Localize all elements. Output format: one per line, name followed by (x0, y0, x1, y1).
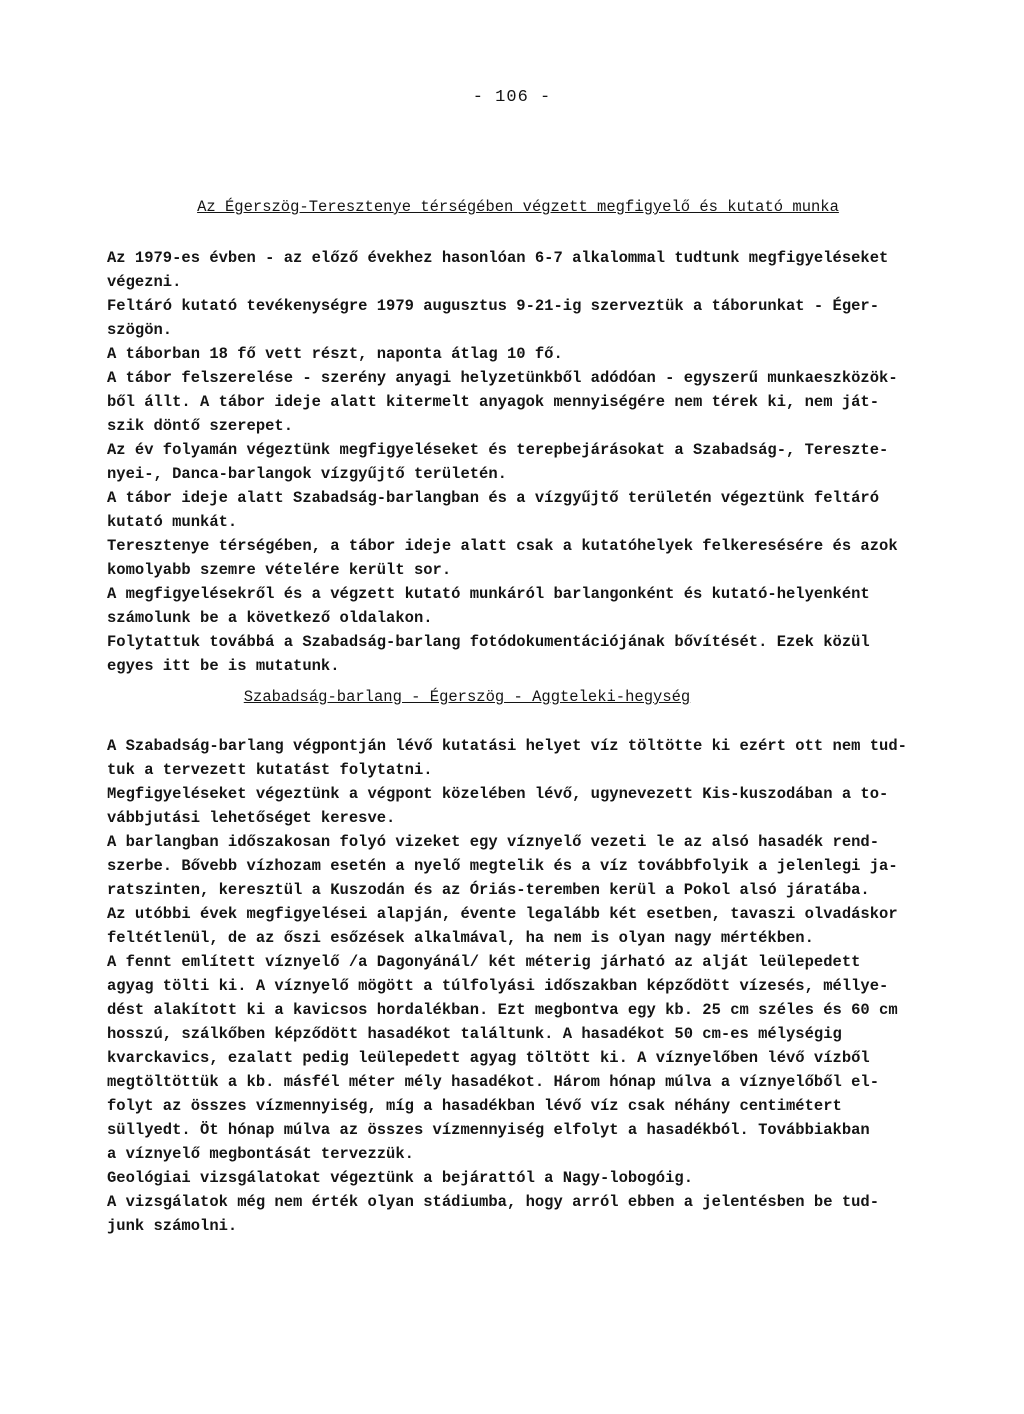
text-line: kvarckavics, ezalatt pedig leülepedett agyag töltött ki. A víznyelőben lévő vízből (107, 1049, 870, 1067)
text-line: számolunk be a következő oldalakon. (107, 609, 433, 627)
text-line: Teresztenye térségében, a tábor ideje alatt csak a kutatóhelyek felkeresésére és azok (107, 537, 898, 555)
text-line: egyes itt be is mutatunk. (107, 657, 340, 675)
text-line: tuk a tervezett kutatást folytatni. (107, 761, 433, 779)
text-line: Geológiai vizsgálatokat végeztünk a bejárattól a Nagy-lobogóig. (107, 1169, 693, 1187)
text-line: ből állt. A tábor ideje alatt kitermelt anyagok mennyiségére nem térek ki, nem ját- (107, 393, 880, 411)
text-line: Folytattuk továbbá a Szabadság-barlang fotódokumentációjának bővítését. Ezek közül (107, 633, 870, 651)
section-heading-szabadsag-barlang: Szabadság-barlang - Égerszög - Aggteleki-hegység (243, 688, 691, 706)
text-line: Az utóbbi évek megfigyelései alapján, évente legalább két esetben, tavaszi olvadáskor (107, 905, 898, 923)
text-line: vábbjutási lehetőséget keresve. (107, 809, 396, 827)
text-line: komolyabb szemre vételére került sor. (107, 561, 452, 579)
text-line: süllyedt. Öt hónap múlva az összes vízmennyiség elfolyt a hasadékból. Továbbiakban (107, 1121, 870, 1139)
text-line: hosszú, szálkőben képződött hasadékot találtunk. A hasadékot 50 cm-es mélységig (107, 1025, 842, 1043)
text-line: szögön. (107, 321, 173, 339)
text-line: végezni. (107, 273, 182, 291)
text-line: feltétlenül, de az őszi esőzések alkalmával, ha nem is olyan nagy mértékben. (107, 929, 814, 947)
text-line: megtöltöttük a kb. másfél méter mély hasadékot. Három hónap múlva a víznyelőből el- (107, 1073, 880, 1091)
text-line: A tábor felszerelése - szerény anyagi helyzetünkből adódóan - egyszerű munkaeszközök- (107, 369, 898, 387)
text-line: a víznyelő megbontását tervezzük. (107, 1145, 414, 1163)
text-line: A Szabadság-barlang végpontján lévő kutatási helyet víz töltötte ki ezért ott nem tud- (107, 737, 907, 755)
text-line: kutató munkát. (107, 513, 238, 531)
text-line: A barlangban időszakosan folyó vizeket egy víznyelő vezeti le az alsó hasadék rend- (107, 833, 880, 851)
section-heading-egerszog-teresztenye: Az Égerszög-Teresztenye térségében végzett megfigyelő és kutató munka (197, 198, 839, 216)
text-line: szerbe. Bővebb vízhozam esetén a nyelő megtelik és a víz továbbfolyik a jelenlegi ja- (107, 857, 898, 875)
text-line: Az 1979-es évben - az előző évekhez hasonlóan 6-7 alkalommal tudtunk megfigyeléseket (107, 249, 889, 267)
text-line: Feltáró kutató tevékenységre 1979 augusztus 9-21-ig szerveztük a táborunkat - Éger- (107, 297, 880, 315)
text-line: A tábor ideje alatt Szabadság-barlangban és a vízgyűjtő területén végeztünk feltáró (107, 489, 880, 507)
text-line: Az év folyamán végeztünk megfigyeléseket és terepbejárásokat a Szabadság-, Tereszte- (107, 441, 889, 459)
text-line: A fennt említett víznyelő /a Dagonyánál/ két méterig járható az alját leülepedett (107, 953, 861, 971)
text-line: A megfigyelésekről és a végzett kutató munkáról barlangonként és kutató-helyenként (107, 585, 870, 603)
text-line: Megfigyeléseket végeztünk a végpont közelében lévő, ugynevezett Kis-kuszodában a to- (107, 785, 889, 803)
text-line: junk számolni. (107, 1217, 238, 1235)
text-line: agyag tölti ki. A víznyelő mögött a túlfolyási időszakban képződött vízesés, méllye- (107, 977, 889, 995)
text-line: ratszinten, keresztül a Kuszodán és az Óriás-teremben kerül a Pokol alsó járatába. (107, 881, 870, 899)
page-number: - 106 - (472, 88, 552, 107)
text-line: dést alakított ki a kavicsos hordalékban. Ezt megbontva egy kb. 25 cm széles és 60 cm (107, 1001, 898, 1019)
text-line: szik döntő szerepet. (107, 417, 294, 435)
text-line: A vizsgálatok még nem érték olyan stádiumba, hogy arról ebben a jelentésben be tud- (107, 1193, 880, 1211)
text-line: A táborban 18 fő vett részt, naponta átlag 10 fő. (107, 345, 563, 363)
text-line: folyt az összes vízmennyiség, míg a hasadékban lévő víz csak néhány centimétert (107, 1097, 842, 1115)
text-line: nyei-, Danca-barlangok vízgyűjtő területén. (107, 465, 507, 483)
